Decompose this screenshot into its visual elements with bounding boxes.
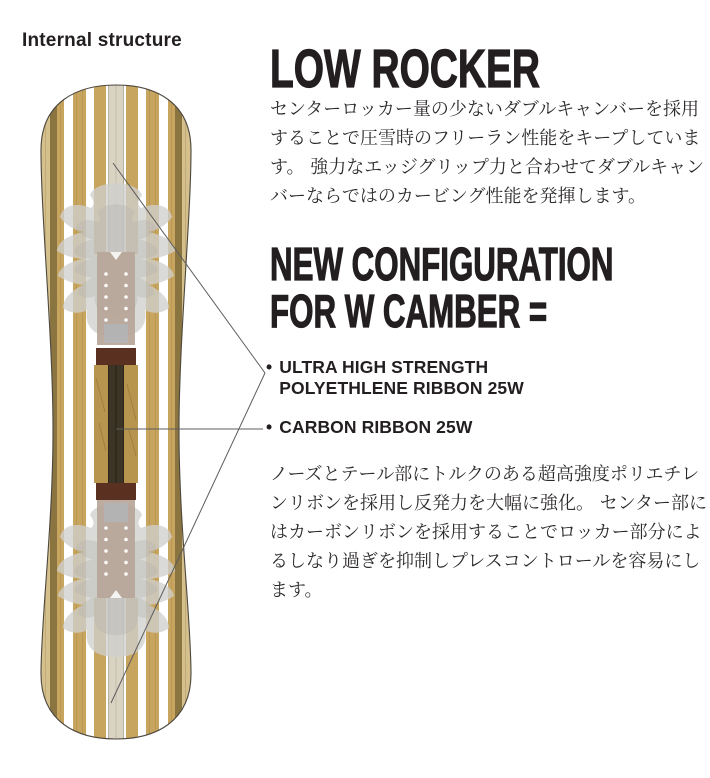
feature-label (279, 417, 472, 438)
feature-label-line2: POLYETHLENE RIBBON 25W (279, 378, 524, 398)
w-camber-heading-line1: NEW CONFIGURATION (270, 238, 614, 290)
nose-insert-pack (97, 252, 135, 345)
w-camber-heading-line2: FOR W CAMBER = (270, 285, 548, 337)
low-rocker-body: センターロッカー量の少ないダブルキャンバーを採用することで圧雪時のフリーラン性能をキープしています。 強力なエッジグリップ力と合わせてダブルキャンバーならではのカービング性能を発揮します。 (270, 99, 705, 207)
low-rocker-heading: LOW ROCKER (270, 39, 540, 99)
carbon-ribbon (94, 348, 138, 500)
feature-label-line1: CARBON RIBBON 25W (279, 417, 473, 437)
feature-item-polyethlene (266, 357, 524, 399)
feature-item-carbon (266, 417, 472, 438)
w-camber-body: ノーズとテール部にトルクのある超高強度ポリエチレンリボンを採用し反発力を大幅に強化。 センター部にはカーボンリボンを採用することでロッカー部分によるしなり過ぎを抑制しプレスコントロールを容易にします。 (270, 464, 707, 601)
feature-bullet: • (266, 417, 273, 437)
snowboard-diagram (30, 78, 202, 745)
internal-structure-title: Internal structure (22, 30, 182, 51)
tail-insert-pack (97, 500, 135, 598)
w-camber-heading (270, 238, 614, 337)
feature-bullet: • (266, 357, 273, 377)
feature-label (279, 357, 524, 399)
feature-label-line1: ULTRA HIGH STRENGTH (279, 357, 489, 377)
